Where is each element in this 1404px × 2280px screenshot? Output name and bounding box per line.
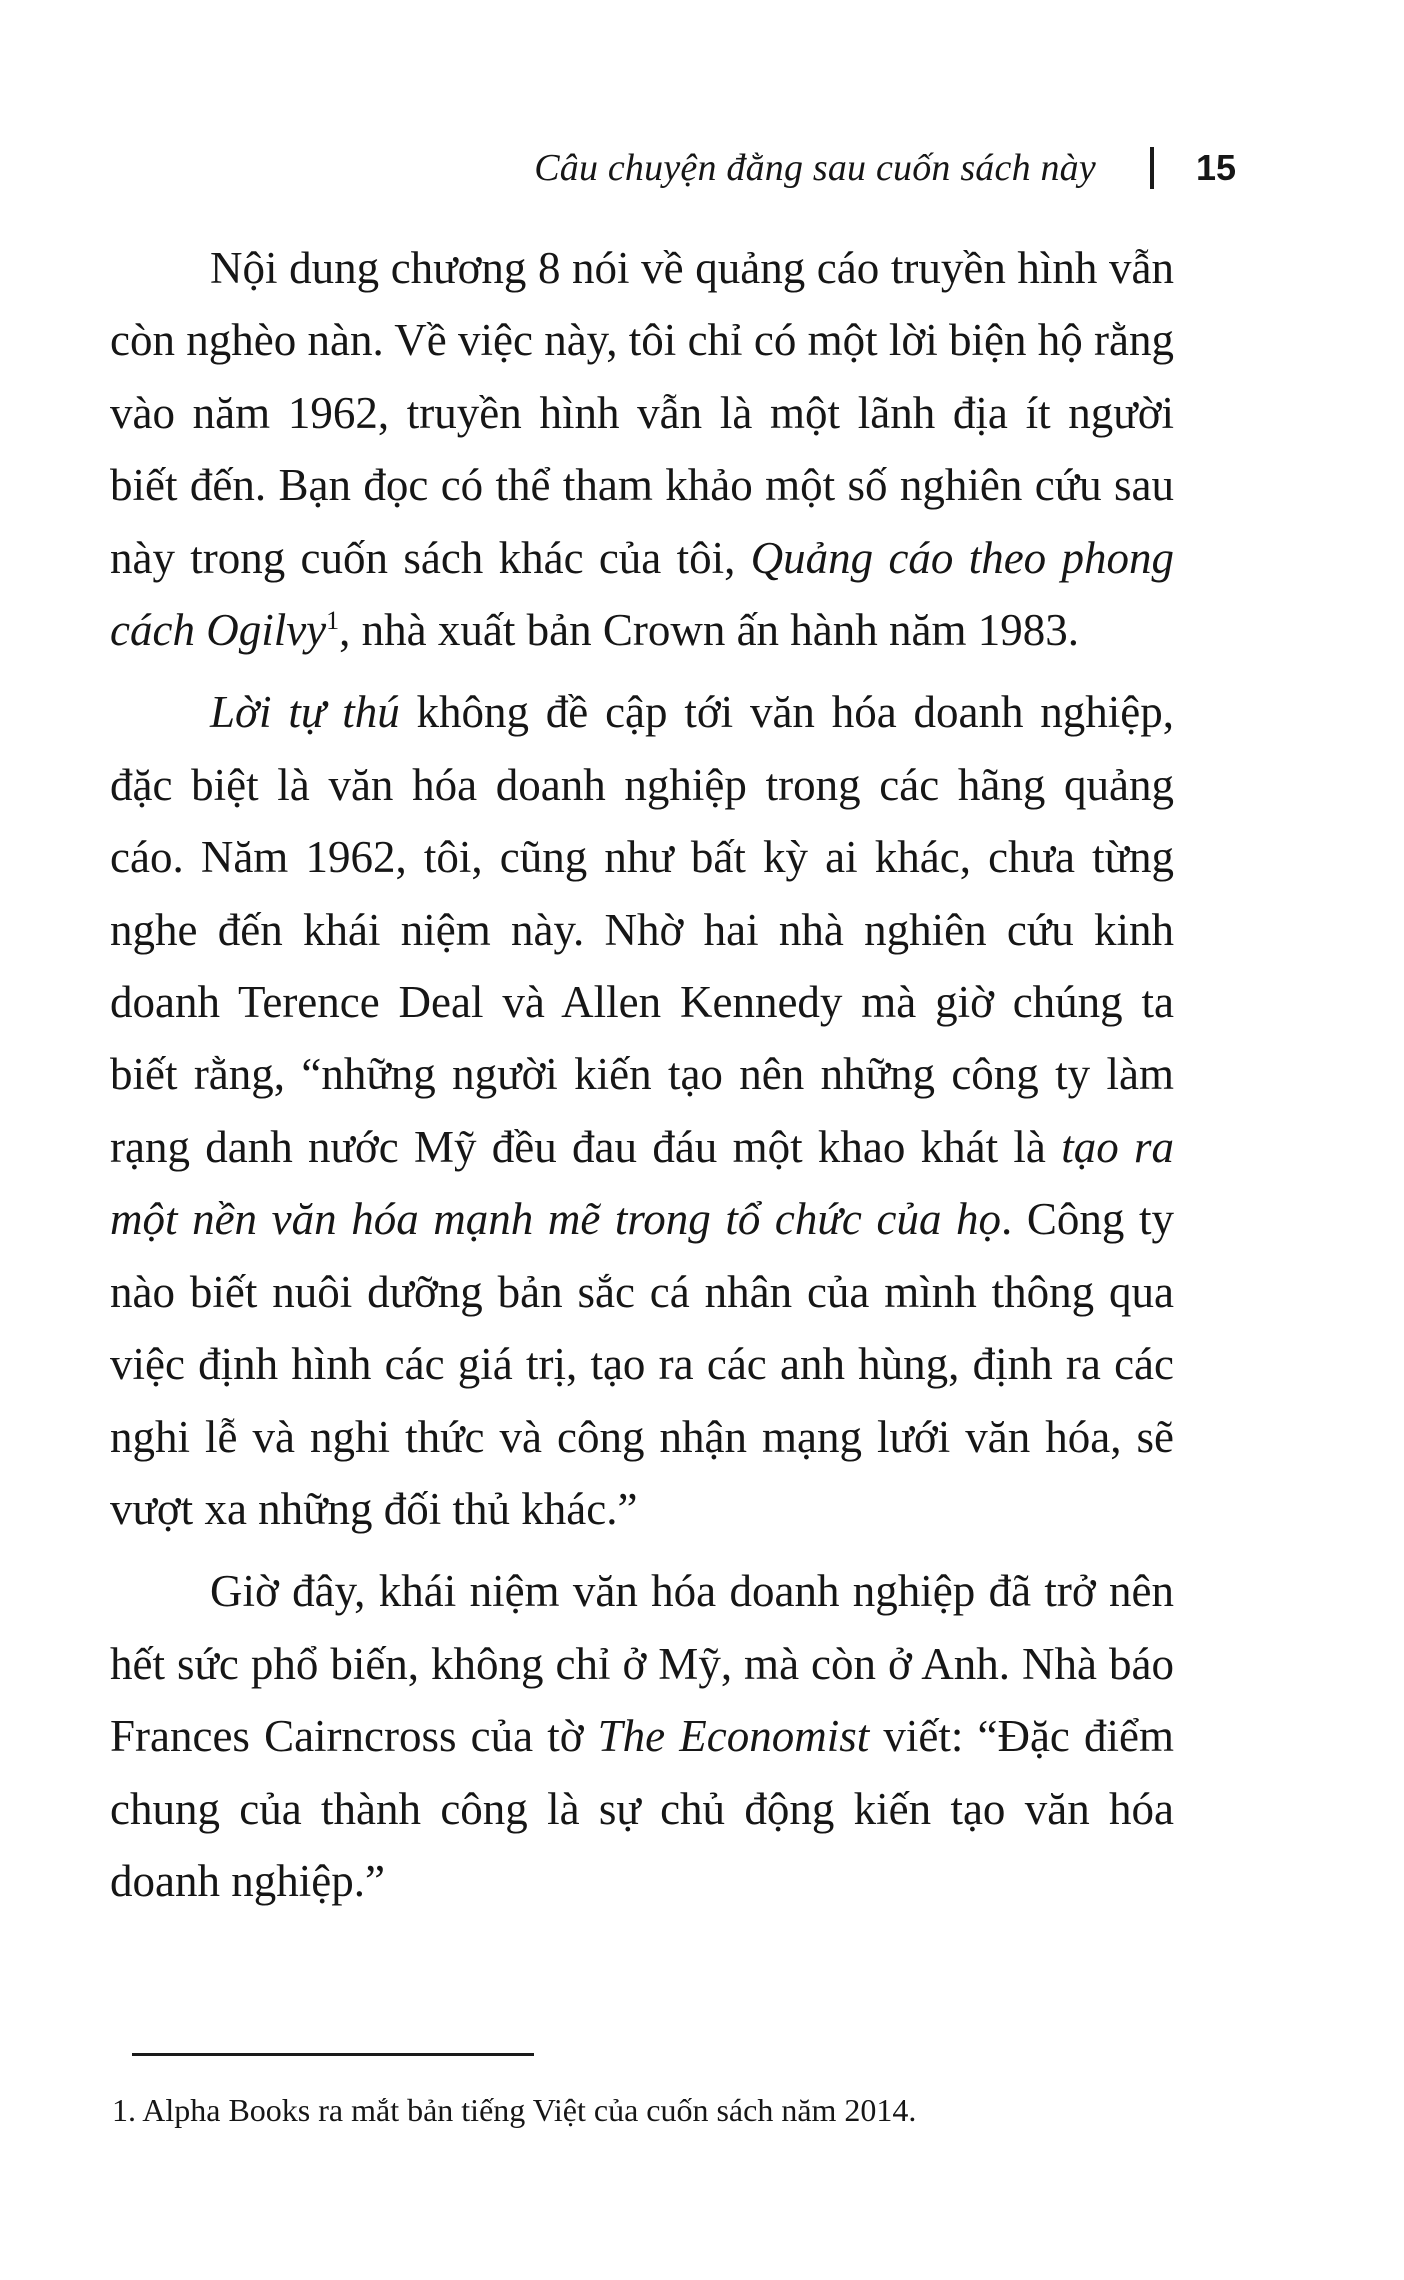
paragraph-1-text-b: , nhà xuất bản Crown ấn hành năm 1983. [339,605,1079,656]
paragraph-3-text-b: viết: “Đặc điểm chung của thành công là sự chủ động kiến tạo văn hóa doanh nghiệp.” [110,1711,1174,1906]
running-title: Câu chuyện đằng sau cuốn sách này [534,147,1096,189]
body-text [110,232,1174,1927]
book-title-confessions: Lời tự thú [210,687,400,738]
publication-name: The Economist [597,1711,870,1762]
running-head [0,138,1236,198]
footnote-ref: 1 [326,606,340,636]
footnote: 1. Alpha Books ra mắt bản tiếng Việt của cuốn sách năm 2014. [112,2092,917,2128]
emphasis-quote: tạo ra một nền văn hóa mạnh mẽ trong tổ chức của họ [110,1121,1175,1245]
paragraph-3-text-a: Giờ đây, khái niệm văn hóa doanh nghiệp đã trở nên hết sức phổ biến, không chỉ ở Mỹ, mà còn ở Anh. Nhà báo Frances Cairncross của tờ [110,1566,1174,1762]
footnote-divider [132,2053,534,2056]
paragraph-3 [110,1555,1174,1917]
paragraph-2-text-b: . Công ty nào biết nuôi dưỡng bản sắc cá nhân của mình thông qua việc định hình các giá trị, tạo ra các anh hùng, định ra các nghi lễ và nghi thức và công nhận mạng lưới văn hóa, sẽ vượt xa những đối thủ khác.” [110,1194,1174,1534]
page-number: 15 [1195,147,1236,188]
paragraph-1-text-a: Nội dung chương 8 nói về quảng cáo truyền hình vẫn còn nghèo nàn. Về việc này, tôi chỉ có một lời biện hộ rằng vào năm 1962, truyền hình vẫn là một lãnh địa ít người biết đến. Bạn đọc có thể tham khảo một số nghiên cứu sau này trong cuốn sách khác của tôi, [110,243,1174,583]
paragraph-2 [110,676,1174,1545]
header-divider [1150,147,1154,189]
paragraph-1 [110,232,1174,666]
paragraph-2-text-a: không đề cập tới văn hóa doanh nghiệp, đặc biệt là văn hóa doanh nghiệp trong các hãng quảng cáo. Năm 1962, tôi, cũng như bất kỳ ai khác, chưa từng nghe đến khái niệm này. Nhờ hai nhà nghiên cứu kinh doanh Terence Deal và Allen Kennedy mà giờ chúng ta biết rằng, “những người kiến tạo nên những công ty làm rạng danh nước Mỹ đều đau đáu một khao khát là [110,687,1174,1172]
book-title-ogilvy: Quảng cáo theo phong cách Ogilvy [110,532,1174,656]
